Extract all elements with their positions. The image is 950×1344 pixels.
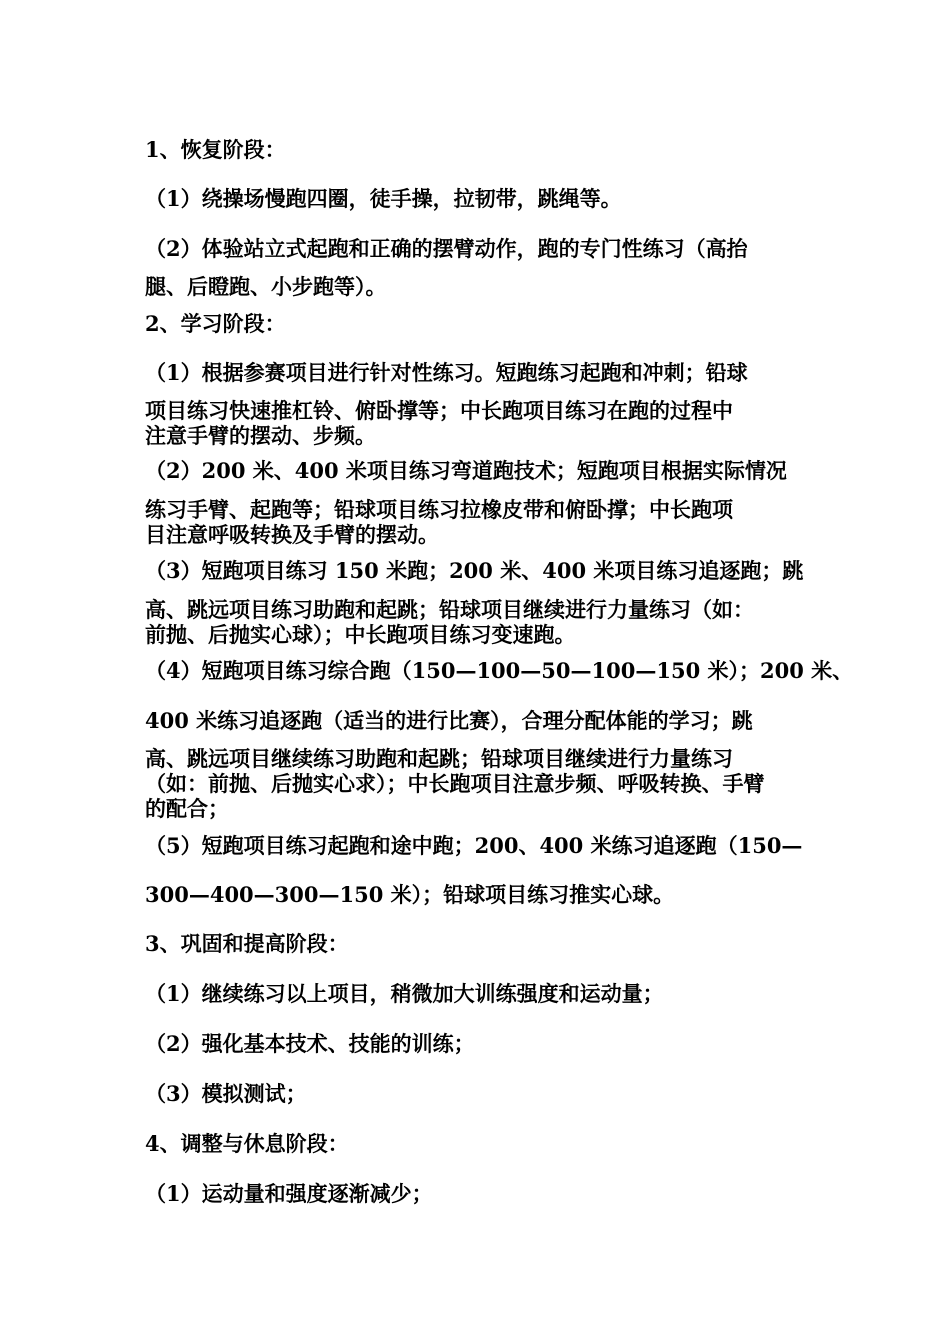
learning-item-5-line-2: 300—400—300—150 米）；铅球项目练习推实心球。 (145, 882, 675, 907)
learning-item-4-line-4: （如：前抛、后抛实心求）；中长跑项目注意步频、呼吸转换、手臂 (145, 771, 765, 796)
consolidation-item-1: （1）继续练习以上项目，稍微加大训练强度和运动量； (145, 981, 664, 1006)
section-heading-consolidation: 3、巩固和提高阶段： (145, 931, 349, 956)
recovery-item-1: （1）绕操场慢跑四圈，徒手操，拉韧带，跳绳等。 (145, 186, 622, 211)
learning-item-1-line-3: 注意手臂的摆动、步频。 (145, 423, 376, 448)
section-heading-recovery: 1、恢复阶段： (145, 137, 286, 162)
learning-item-4-line-3: 高、跳远项目继续练习助跑和起跳；铅球项目继续进行力量练习 (145, 746, 733, 771)
learning-item-4-line-1: （4）短跑项目练习综合跑（150—100—50—100—150 米）；200 米、 (145, 658, 854, 683)
section-heading-adjustment: 4、调整与休息阶段： (145, 1131, 349, 1156)
learning-item-3-line-2: 高、跳远项目练习助跑和起跳；铅球项目继续进行力量练习（如： (145, 597, 754, 622)
learning-item-2-line-1: （2）200 米、400 米项目练习弯道跑技术；短跑项目根据实际情况 (145, 458, 787, 483)
learning-item-1-line-2: 项目练习快速推杠铃、俯卧撑等；中长跑项目练习在跑的过程中 (145, 398, 733, 423)
recovery-item-2-line-1: （2）体验站立式起跑和正确的摆臂动作，跑的专门性练习（高抬 (145, 236, 748, 261)
learning-item-3-line-3: 前抛、后抛实心球）；中长跑项目练习变速跑。 (145, 622, 576, 647)
learning-item-2-line-3: 目注意呼吸转换及手臂的摆动。 (145, 522, 439, 547)
learning-item-1-line-1: （1）根据参赛项目进行针对性练习。短跑练习起跑和冲刺；铅球 (145, 360, 748, 385)
learning-item-2-line-2: 练习手臂、起跑等；铅球项目练习拉橡皮带和俯卧撑；中长跑项 (145, 497, 733, 522)
recovery-item-2-line-2: 腿、后瞪跑、小步跑等）。 (145, 274, 387, 299)
learning-item-4-line-5: 的配合； (145, 796, 229, 821)
consolidation-item-2: （2）强化基本技术、技能的训练； (145, 1031, 475, 1056)
section-heading-learning: 2、学习阶段： (145, 311, 286, 336)
learning-item-3-line-1: （3）短跑项目练习 150 米跑；200 米、400 米项目练习追逐跑；跳 (145, 558, 804, 583)
consolidation-item-3: （3）模拟测试； (145, 1081, 307, 1106)
adjustment-item-1: （1）运动量和强度逐渐减少； (145, 1181, 433, 1206)
learning-item-4-line-2: 400 米练习追逐跑（适当的进行比赛），合理分配体能的学习；跳 (145, 708, 753, 733)
learning-item-5-line-1: （5）短跑项目练习起跑和途中跑；200、400 米练习追逐跑（150— (145, 833, 803, 858)
